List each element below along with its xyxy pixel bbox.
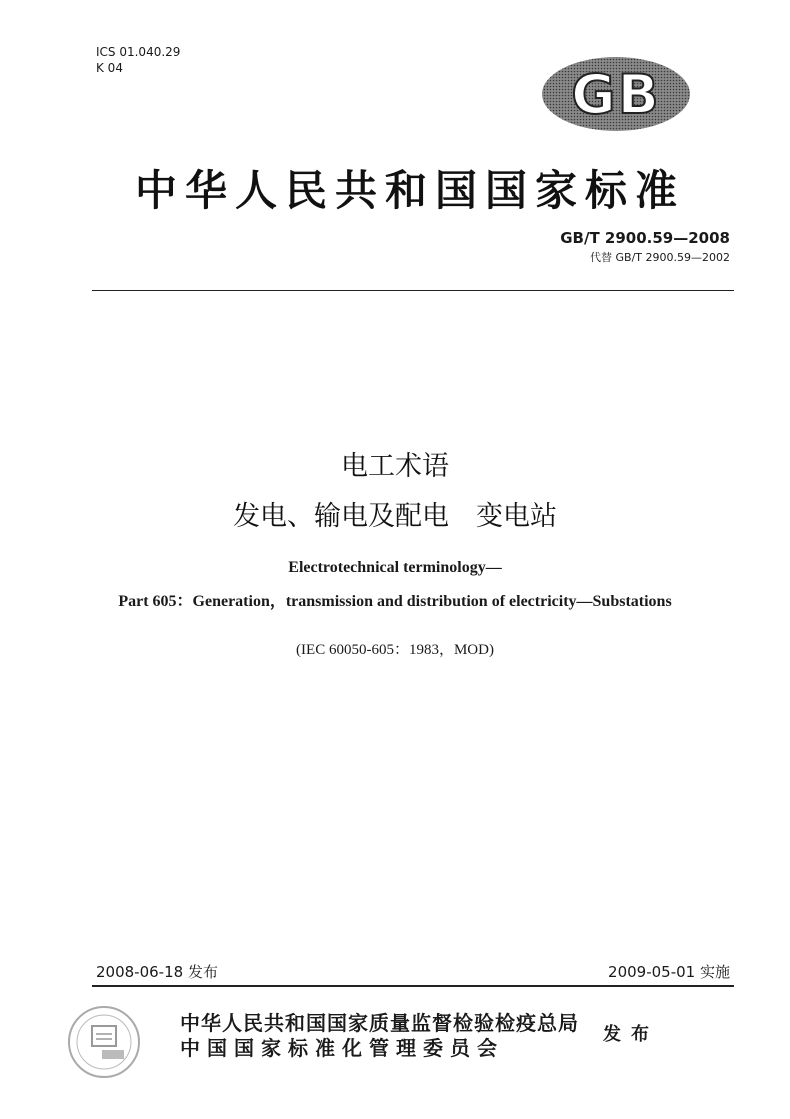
national-standard-title: 中华人民共和国国家标准 xyxy=(134,166,685,215)
svg-text:GB: GB xyxy=(571,63,661,126)
cn-title-line-1: 电工术语 xyxy=(341,451,449,482)
standard-number: GB/T 2900.59—2008 xyxy=(560,229,730,247)
classification-code: K 04 xyxy=(96,61,123,75)
header-divider xyxy=(92,290,734,291)
footer-divider xyxy=(92,985,734,987)
replaces-standard: 代替 GB/T 2900.59—2002 xyxy=(590,251,730,264)
issuer-sac: 中国国家标准化管理委员会 xyxy=(180,1036,504,1060)
publish-label: 发布 xyxy=(603,1024,659,1045)
issue-date: 2008-06-18 发布 xyxy=(96,963,218,981)
en-title-line-1: Electrotechnical terminology— xyxy=(288,559,502,576)
implementation-date: 2009-05-01 实施 xyxy=(608,963,730,981)
official-seal-icon xyxy=(66,1004,142,1080)
ics-code: ICS 01.040.29 xyxy=(96,45,181,59)
issuer-aqsiq: 中华人民共和国国家质量监督检验检疫总局 xyxy=(180,1011,579,1035)
en-title-line-2: Part 605：Generation，transmission and distribution of electricity—Substations xyxy=(118,593,672,610)
gb-logo-icon xyxy=(540,55,692,133)
iec-reference: (IEC 60050-605：1983，MOD) xyxy=(296,642,494,658)
cn-title-line-2: 发电、输电及配电 变电站 xyxy=(233,501,557,532)
